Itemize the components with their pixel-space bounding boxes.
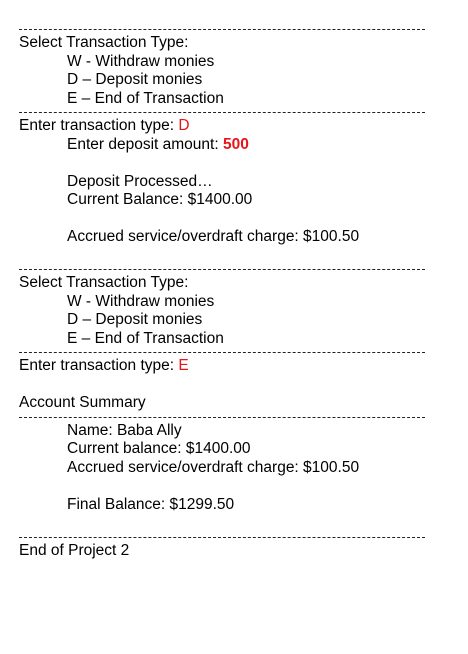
charge-text: Accrued service/overdraft charge: $100.50 xyxy=(67,228,360,245)
divider xyxy=(19,25,425,34)
prompt-label: Enter deposit amount: xyxy=(67,135,223,153)
divider xyxy=(19,533,425,542)
current-balance-text: Current Balance: $1400.00 xyxy=(67,191,253,208)
deposit-processed-text: Deposit Processed… xyxy=(67,172,213,190)
transaction-type-prompt xyxy=(19,117,425,136)
menu-option-end: E – End of Transaction xyxy=(67,89,224,107)
summary-name: Name: Baba Ally xyxy=(67,421,182,439)
end-of-project-text: End of Project 2 xyxy=(19,541,130,559)
menu-header: Select Transaction Type: xyxy=(19,34,189,51)
deposit-amount-value: 500 xyxy=(222,135,249,153)
transaction-type-value: D xyxy=(178,117,190,134)
deposit-amount-prompt xyxy=(19,136,425,155)
prompt-label: Enter transaction type: xyxy=(19,357,179,374)
menu-option-end: E – End of Transaction xyxy=(67,329,224,347)
account-summary-title: Account Summary xyxy=(19,394,146,411)
summary-final-balance: Final Balance: $1299.50 xyxy=(67,495,235,513)
console-output xyxy=(19,25,425,560)
prompt-label: Enter transaction type: xyxy=(19,117,179,134)
menu-option-deposit: D – Deposit monies xyxy=(67,311,203,328)
transaction-type-prompt xyxy=(19,357,425,376)
transaction-type-value: E xyxy=(178,357,189,374)
menu-option-withdraw: W - Withdraw monies xyxy=(67,292,215,310)
divider xyxy=(19,413,425,422)
summary-current-balance: Current balance: $1400.00 xyxy=(67,440,251,457)
divider xyxy=(19,265,425,274)
divider xyxy=(19,348,425,357)
menu-header: Select Transaction Type: xyxy=(19,274,189,291)
divider xyxy=(19,108,425,117)
menu-option-deposit: D – Deposit monies xyxy=(67,71,203,88)
menu-option-withdraw: W - Withdraw monies xyxy=(67,52,215,70)
summary-charge: Accrued service/overdraft charge: $100.50 xyxy=(67,458,360,476)
